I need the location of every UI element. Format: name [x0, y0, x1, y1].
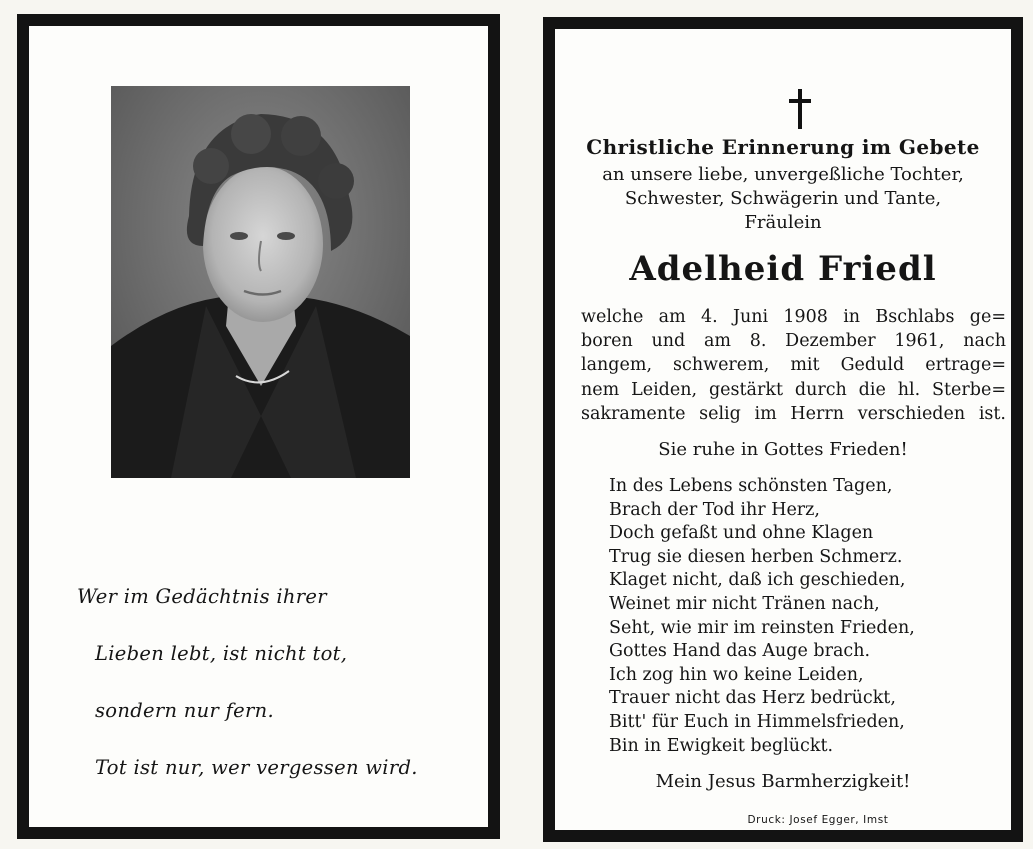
poem-line: Trauer nicht das Herz bedrückt,: [609, 688, 896, 709]
left-memorial-card: [17, 14, 500, 839]
header-line: an unsere liebe, unvergeßliche Tochter,: [602, 164, 964, 185]
left-verse-line: Lieben lebt, ist nicht tot,: [95, 642, 348, 665]
poem-line: Weinet mir nicht Tränen nach,: [609, 593, 880, 614]
poem-line: Gottes Hand das Auge brach.: [609, 641, 871, 662]
bio-line: nem Leiden, gestärkt durch die hl. Sterbe=: [581, 379, 1006, 400]
memorial-poem: [609, 475, 915, 758]
poem-line: In des Lebens schönsten Tagen,: [609, 476, 893, 496]
header-subtitle: [573, 163, 993, 235]
poem-line: Brach der Tod ihr Herz,: [609, 499, 820, 520]
bio-line: sakramente selig im Herrn verschieden ist.: [581, 403, 1006, 424]
left-verse-line: Wer im Gedächtnis ihrer: [77, 585, 327, 608]
cross-icon: [787, 87, 813, 131]
poem-line: Ich zog hin wo keine Leiden,: [609, 664, 864, 685]
right-memorial-card: [543, 17, 1023, 842]
deceased-name: Adelheid Friedl: [629, 249, 937, 289]
bio-line: welche am 4. Juni 1908 in Bschlabs ge=: [581, 307, 1006, 327]
biography-text: [581, 305, 1006, 426]
bio-line: langem, schwerem, mit Geduld ertrage=: [581, 355, 1006, 376]
closing-prayer: Mein Jesus Barmherzigkeit!: [655, 771, 911, 792]
printer-credit: Druck: Josef Egger, Imst: [747, 814, 889, 826]
poem-line: Trug sie diesen herben Schmerz.: [609, 546, 903, 567]
poem-line: Klaget nicht, daß ich geschieden,: [609, 570, 906, 591]
header-line: Fräulein: [744, 212, 822, 233]
left-verse-line: Tot ist nur, wer vergessen wird.: [95, 756, 418, 779]
rest-in-peace-line: Sie ruhe in Gottes Frieden!: [658, 439, 908, 460]
poem-line: Bitt' für Euch in Himmelsfrieden,: [609, 711, 905, 732]
left-verse: [77, 568, 487, 796]
portrait-photo: [111, 86, 410, 478]
poem-line: Bin in Ewigkeit beglückt.: [609, 735, 834, 756]
portrait-illustration: [111, 86, 410, 478]
header-line: Schwester, Schwägerin und Tante,: [624, 188, 942, 209]
poem-line: Doch gefaßt und ohne Klagen: [609, 523, 874, 544]
left-verse-line: sondern nur fern.: [95, 699, 274, 722]
header-title: Christliche Erinnerung im Gebete: [586, 135, 980, 159]
bio-line: boren und am 8. Dezember 1961, nach: [581, 331, 1006, 352]
poem-line: Seht, wie mir im reinsten Frieden,: [609, 617, 915, 638]
